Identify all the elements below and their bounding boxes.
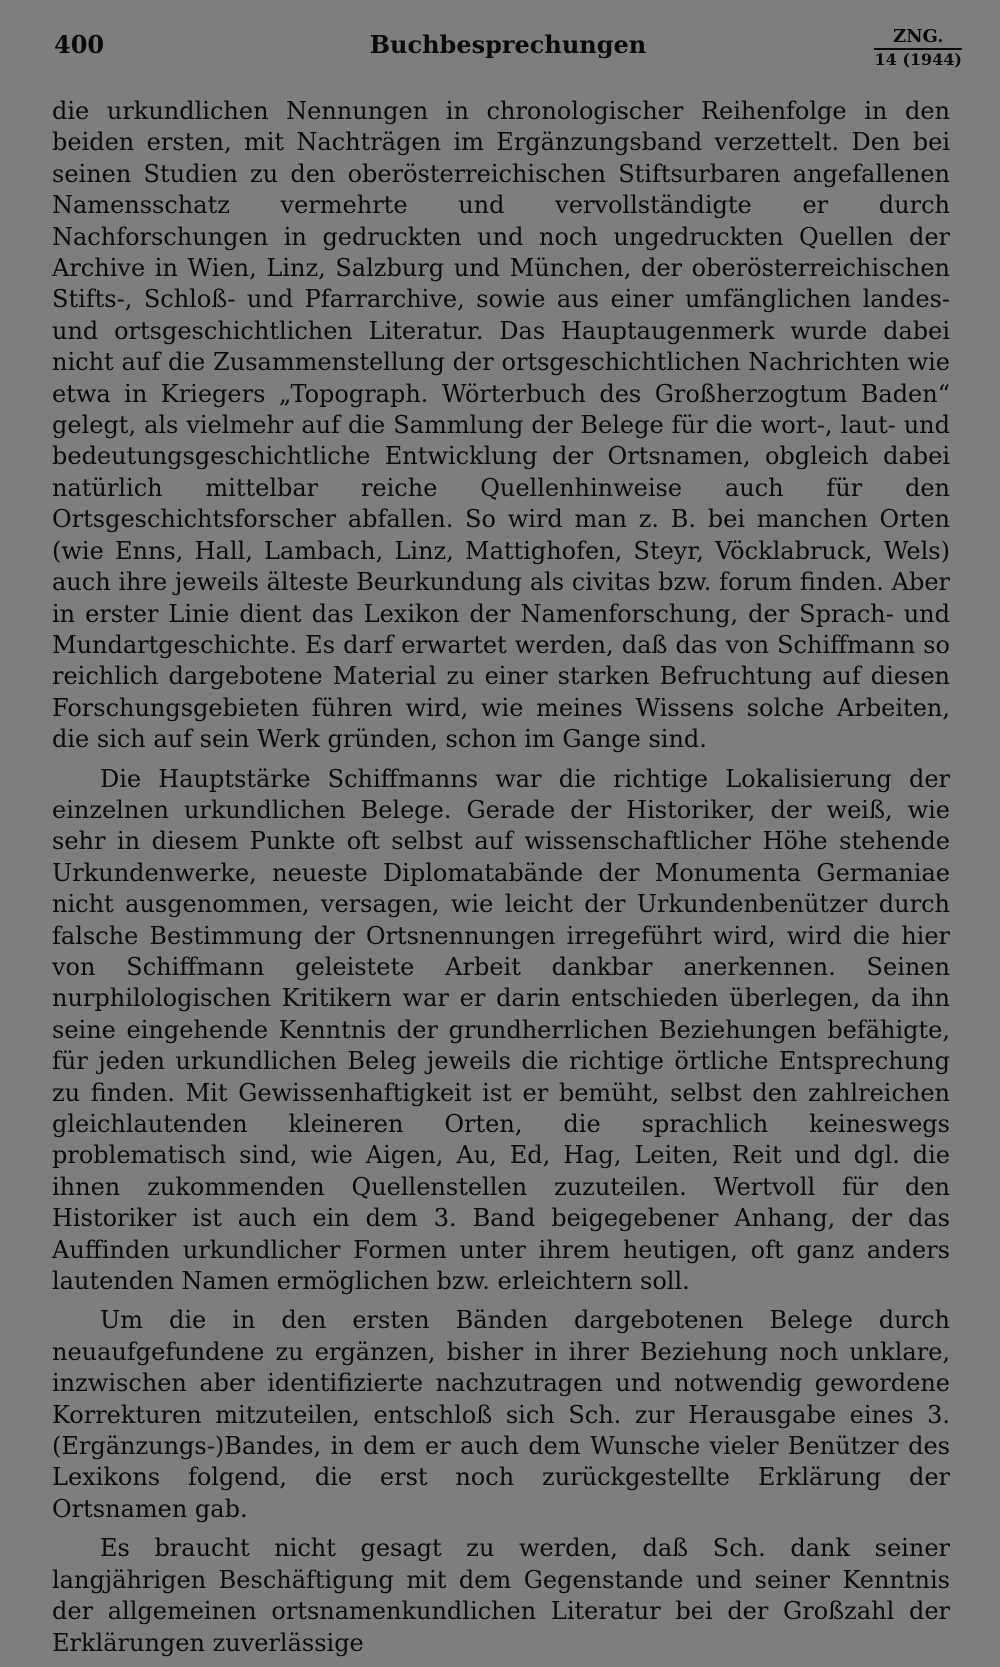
page-header [54, 28, 962, 78]
running-title: Buchbesprechungen [369, 30, 647, 59]
review-body [52, 96, 950, 1667]
paragraph: Die Hauptstärke Schiffmanns war die richtige Lokalisierung der einzelnen urkundlichen Belege. Gerade der Historiker, der weiß, wie sehr in diesem Punkte oft selbst auf wissenschaftlicher Höhe stehende Urkundenwerke, neueste Diplomatabände der Monumenta Germaniae nicht ausgenommen, versagen, wie leicht der Urkundenbenützer durch falsche Bestimmung der Ortsnennungen irregeführt wird, wird die hier von Schiffmann geleistete Arbeit dankbar anerkennen. Seinen nurphilologischen Kritikern war er darin entschieden überlegen, da ihn seine eingehende Kenntnis der grundherrlichen Beziehungen befähigte, für jeden urkundlichen Beleg jeweils die richtige örtliche Entsprechung zu finden. Mit Gewissenhaftigkeit ist er bemüht, selbst den zahlreichen gleichlautenden kleineren Orten, die sprachlich keineswegs problematisch sind, wie Aigen, Au, Ed, Hag, Leiten, Reit und dgl. die ihnen zukommenden Quellenstellen zuzuteilen. Wertvoll für den Historiker ist auch ein dem 3. Band beigegebener Anhang, der das Auffinden urkundlicher Formen unter ihrem heutigen, oft ganz anders lautenden Namen ermöglichen bzw. erleichtern soll. [52, 764, 950, 1296]
journal-reference [874, 28, 962, 69]
journal-abbreviation: ZNG. [874, 28, 962, 50]
paragraph: Es braucht nicht gesagt zu werden, daß Sch. dank seiner langjährigen Beschäftigung mit dem Gegenstande und seiner Kenntnis der allgemeinen ortsnamenkundlichen Literatur bei der Großzahl der Erklärungen zuverlässige [52, 1534, 950, 1657]
journal-volume: 14 (1944) [874, 49, 962, 69]
paragraph: Um die in den ersten Bänden dargebotenen Belege durch neuaufgefundene zu ergänzen, bisher in ihrer Beziehung noch unklare, inzwischen aber identifizierte nachzutragen und notwendig gewordene Korrekturen mitzuteilen, entschloß sich Sch. zur Herausgabe eines 3. (Ergänzungs-)Bandes, in dem er auch dem Wunsche vieler Benützer des Lexikons folgend, die erst noch zurückgestellte Erklärung der Ortsnamen gab. [52, 1306, 950, 1523]
paragraph: die urkundlichen Nennungen in chronologischer Reihenfolge in den beiden ersten, mit Nachträgen im Ergänzungsband verzettelt. Den bei seinen Studien zu den oberösterreichischen Stiftsurbaren angefallenen Namensschatz vermehrte und vervollständigte er durch Nachforschungen in gedruckten und noch ungedruckten Quellen der Archive in Wien, Linz, Salzburg und München, der oberösterreichischen Stifts-, Schloß- und Pfarrarchive, sowie aus einer umfänglichen landes- und ortsgeschichtlichen Literatur. Das Hauptaugenmerk wurde dabei nicht auf die Zusammenstellung der ortsgeschichtlichen Nachrichten wie etwa in Kriegers „Topograph. Wörterbuch des Großherzogtum Baden“ gelegt, als vielmehr auf die Sammlung der Belege für die wort-, laut- und bedeutungsgeschichtliche Entwicklung der Ortsnamen, obgleich dabei natürlich mittelbar reiche Quellenhinweise auch für den Ortsgeschichtsforscher abfallen. So wird man z. B. bei manchen Orten (wie Enns, Hall, Lambach, Linz, Mattighofen, Steyr, Vöcklabruck, Wels) auch ihre jeweils älteste Beurkundung als civitas bzw. forum finden. Aber in erster Linie dient das Lexikon der Namenforschung, der Sprach- und Mundartgeschichte. Es darf erwartet werden, daß das von Schiffmann so reichlich dargebotene Material zu einer starken Befruchtung auf diesen Forschungsgebieten führen wird, wie meines Wissens solche Arbeiten, die sich auf sein Werk gründen, schon im Gange sind. [52, 97, 950, 754]
page-number: 400 [54, 30, 105, 59]
